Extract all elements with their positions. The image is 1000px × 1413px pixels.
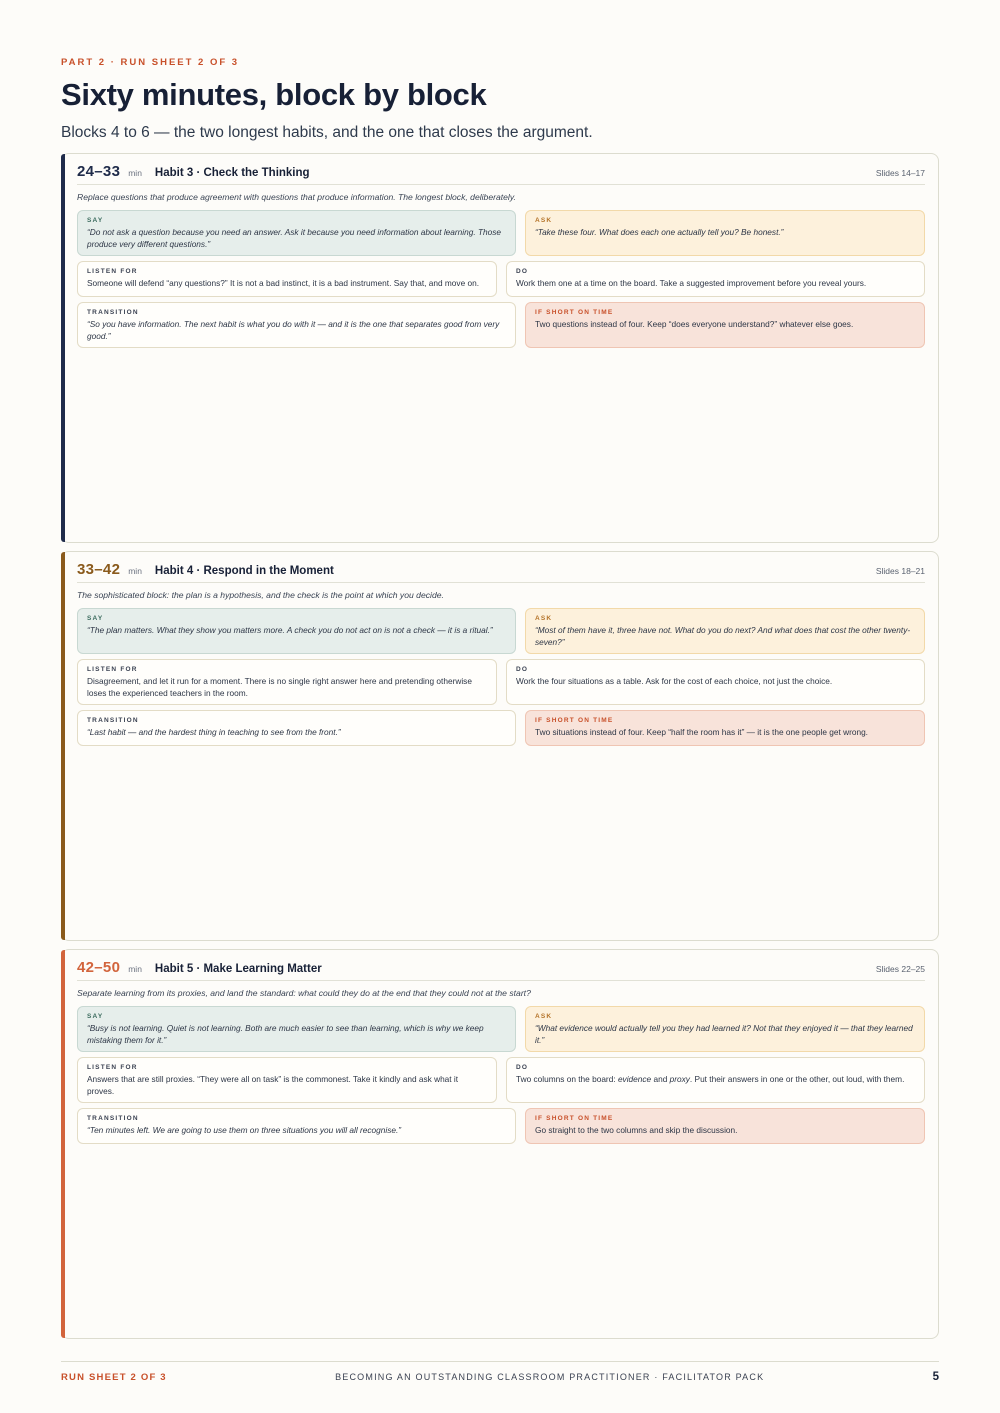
ask-card xyxy=(525,608,925,654)
card-label: SAY xyxy=(87,1013,104,1020)
block-lede: Separate learning from its proxies, and land the standard: what could they do at the end that they could not at the start? xyxy=(77,988,531,998)
ask-card xyxy=(525,210,925,256)
transition-text: “Ten minutes left. We are going to use them on three situations you will all recognise.” xyxy=(87,1125,402,1135)
say-card xyxy=(77,210,516,256)
card-label: DO xyxy=(516,268,529,275)
slides-ref: Slides 14–17 xyxy=(875,168,925,178)
listen-card xyxy=(77,261,497,297)
card-label: SAY xyxy=(87,615,104,622)
card-row xyxy=(77,608,925,654)
do-text-joiner: and xyxy=(651,1074,670,1084)
card-label: IF SHORT ON TIME xyxy=(535,309,614,316)
say-card xyxy=(77,608,516,654)
card-row xyxy=(77,1108,925,1144)
transition-text: “Last habit — and the hardest thing in teaching to see from the front.” xyxy=(87,727,341,737)
card-label: ASK xyxy=(535,615,553,622)
card-row xyxy=(77,210,925,256)
habit-title: Habit 3 · Check the Thinking xyxy=(154,167,310,179)
do-term-evidence: evidence xyxy=(617,1074,652,1084)
do-text-end: . Put their answers in one or the other, out loud, with them. xyxy=(689,1074,905,1084)
card-label: DO xyxy=(516,1064,529,1071)
say-text: “The plan matters. What they show you matters more. A check you do not act on is not a check — it is a ritual.” xyxy=(87,625,493,635)
short-on-time-card xyxy=(525,710,925,746)
card-label: LISTEN FOR xyxy=(87,666,138,673)
block-header xyxy=(77,561,925,583)
page-header xyxy=(61,57,941,142)
block-lede: The sophisticated block: the plan is a hypothesis, and the check is the point at which you decide. xyxy=(77,590,444,600)
card-row xyxy=(77,261,925,297)
do-card xyxy=(506,261,925,297)
short-on-time-card xyxy=(525,1108,925,1144)
transition-card xyxy=(77,302,516,348)
slides-ref: Slides 22–25 xyxy=(875,964,925,974)
card-label: ASK xyxy=(535,217,553,224)
block-header xyxy=(77,163,925,185)
ask-text: “What evidence would actually tell you they had learned it? Not that they enjoyed it — that they learned it.” xyxy=(535,1023,913,1045)
run-block-habit-3 xyxy=(61,153,939,543)
do-term-proxy: proxy xyxy=(669,1074,690,1084)
ask-text: “Most of them have it, three have not. What do you do next? And what does that cost the other twenty-seven?” xyxy=(535,625,911,647)
transition-card xyxy=(77,1108,516,1144)
do-card xyxy=(506,1057,925,1103)
card-row xyxy=(77,1006,925,1052)
card-label: TRANSITION xyxy=(87,309,139,316)
card-label: IF SHORT ON TIME xyxy=(535,717,614,724)
habit-title: Habit 4 · Respond in the Moment xyxy=(154,565,334,577)
ask-text: “Take these four. What does each one actually tell you? Be honest.” xyxy=(535,227,784,237)
listen-text: Disagreement, and let it run for a moment. There is no single right answer here and pretending otherwise loses the experienced teachers in the room. xyxy=(87,676,472,698)
footer-section: RUN SHEET 2 OF 3 xyxy=(61,1371,167,1383)
card-label: LISTEN FOR xyxy=(87,1064,138,1071)
short-on-time-card xyxy=(525,302,925,348)
block-accent-bar xyxy=(61,154,65,542)
time-unit: min xyxy=(128,964,142,974)
block-accent-bar xyxy=(61,950,65,1338)
time-unit: min xyxy=(128,168,142,178)
do-card xyxy=(506,659,925,705)
transition-text: “So you have information. The next habit is what you do with it — and it is the one that separates good from very good.” xyxy=(87,319,500,341)
footer-pack-title: BECOMING AN OUTSTANDING CLASSROOM PRACTITIONER · FACILITATOR PACK xyxy=(335,1372,765,1382)
slides-ref: Slides 18–21 xyxy=(875,566,925,576)
short-on-time-text: Two questions instead of four. Keep “does everyone understand?” whatever else goes. xyxy=(535,319,854,329)
page-footer xyxy=(61,1361,939,1383)
do-text-start: Two columns on the board: xyxy=(516,1074,618,1084)
page-title: Sixty minutes, block by block xyxy=(61,77,487,112)
card-label: TRANSITION xyxy=(87,1115,139,1122)
listen-card xyxy=(77,659,497,705)
transition-card xyxy=(77,710,516,746)
block-time: 24–33 xyxy=(77,163,121,180)
card-label: ASK xyxy=(535,1013,553,1020)
say-text: “Do not ask a question because you need an answer. Ask it because you need information about learning. Those produce very different questions.” xyxy=(87,227,502,249)
page-number: 5 xyxy=(932,1371,939,1383)
card-label: TRANSITION xyxy=(87,717,139,724)
card-row xyxy=(77,1057,925,1103)
short-on-time-text: Go straight to the two columns and skip the discussion. xyxy=(535,1125,738,1135)
block-accent-bar xyxy=(61,552,65,940)
do-text: Work them one at a time on the board. Take a suggested improvement before you reveal yours. xyxy=(516,278,867,288)
do-text: Work the four situations as a table. Ask for the cost of each choice, not just the choice. xyxy=(516,676,833,686)
say-card xyxy=(77,1006,516,1052)
say-text: “Busy is not learning. Quiet is not learning. Both are much easier to see than learning, which is why we keep mistaking them for it.” xyxy=(87,1023,484,1045)
time-unit: min xyxy=(128,566,142,576)
card-label: DO xyxy=(516,666,529,673)
habit-title: Habit 5 · Make Learning Matter xyxy=(154,963,322,975)
run-block-habit-4 xyxy=(61,551,939,941)
run-block-habit-5 xyxy=(61,949,939,1339)
page-subtitle: Blocks 4 to 6 — the two longest habits, and the one that closes the argument. xyxy=(61,124,593,141)
block-header xyxy=(77,959,925,981)
listen-card xyxy=(77,1057,497,1103)
card-row xyxy=(77,659,925,705)
block-time: 33–42 xyxy=(77,561,121,578)
card-row xyxy=(77,710,925,746)
card-label: LISTEN FOR xyxy=(87,268,138,275)
do-text xyxy=(516,1073,915,1085)
card-label: SAY xyxy=(87,217,104,224)
listen-text: Answers that are still proxies. “They were all on task” is the commonest. Take it kindly and ask what it proves. xyxy=(87,1074,459,1096)
card-row xyxy=(77,302,925,348)
listen-text: Someone will defend “any questions?” It is not a bad instinct, it is a bad instrument. Say that, and move on. xyxy=(87,278,480,288)
short-on-time-text: Two situations instead of four. Keep “half the room has it” — it is the one people get wrong. xyxy=(535,727,868,737)
block-lede: Replace questions that produce agreement with questions that produce information. The longest block, deliberately. xyxy=(77,192,516,202)
block-time: 42–50 xyxy=(77,959,121,976)
card-label: IF SHORT ON TIME xyxy=(535,1115,614,1122)
section-eyebrow: PART 2 · RUN SHEET 2 OF 3 xyxy=(61,57,240,68)
ask-card xyxy=(525,1006,925,1052)
